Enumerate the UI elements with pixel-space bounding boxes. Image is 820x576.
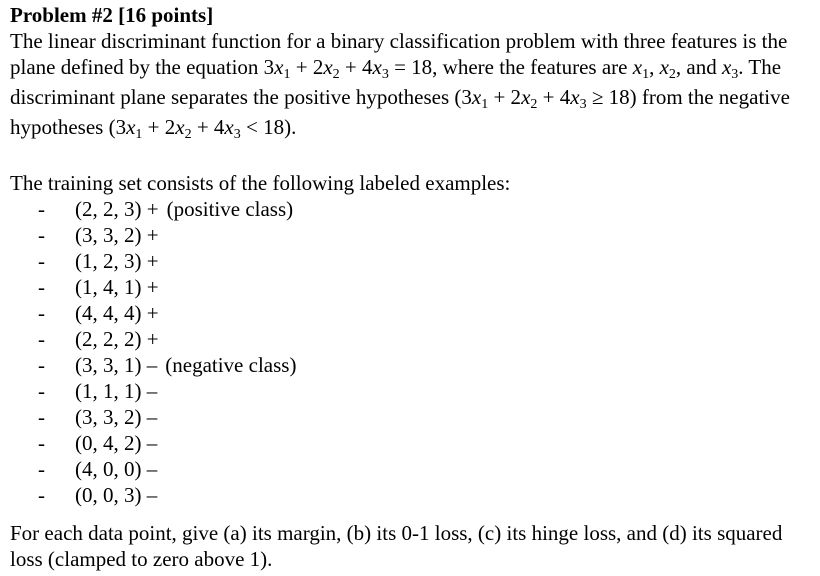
bullet-dash: -	[38, 431, 45, 455]
bullet-dash: -	[38, 249, 45, 273]
bullet-dash: -	[38, 457, 45, 481]
examples-list	[10, 196, 810, 508]
subscript: 3	[731, 67, 739, 82]
subscript: 3	[233, 127, 241, 142]
subscript: 2	[530, 97, 538, 112]
training-set-intro: The training set consists of the following labeled examples:	[10, 171, 511, 195]
class-note: (negative class)	[165, 353, 297, 377]
var-x: x	[274, 55, 284, 79]
var-x: x	[570, 85, 580, 109]
var-x: x	[224, 115, 234, 139]
example-point: (2, 2, 2) +	[75, 327, 159, 351]
subscript: 2	[332, 67, 340, 82]
subscript: 1	[481, 97, 489, 112]
var-x: x	[721, 55, 732, 79]
var-x: x	[521, 85, 531, 109]
subscript: 3	[381, 67, 389, 82]
example-point: (2, 2, 3) +	[75, 197, 159, 221]
list-item	[10, 456, 810, 482]
var-x: x	[323, 55, 333, 79]
intro-text: + 4	[191, 115, 225, 139]
intro-text: + 2	[488, 85, 522, 109]
list-item	[10, 482, 810, 508]
intro-text: ,	[649, 55, 660, 79]
subscript: 3	[579, 97, 587, 112]
problem-description	[10, 28, 810, 144]
bullet-dash: -	[38, 275, 45, 299]
list-item	[10, 352, 810, 378]
list-item	[10, 274, 810, 300]
example-point: (0, 4, 2) –	[75, 431, 158, 455]
subscript: 1	[642, 67, 650, 82]
subscript: 2	[184, 127, 192, 142]
list-item	[10, 326, 810, 352]
subscript: 2	[668, 67, 676, 82]
example-point: (1, 1, 1) –	[75, 379, 158, 403]
intro-text: = 18, where the features are	[388, 55, 633, 79]
list-item	[10, 222, 810, 248]
intro-text: + 2	[290, 55, 324, 79]
var-x: x	[372, 55, 382, 79]
intro-text: + 4	[537, 85, 571, 109]
bullet-dash: -	[38, 223, 45, 247]
bullet-dash: -	[38, 353, 45, 377]
class-note: (positive class)	[166, 197, 294, 221]
intro-text: + 2	[142, 115, 176, 139]
example-point: (3, 3, 2) –	[75, 405, 158, 429]
bullet-dash: -	[38, 379, 45, 403]
bullet-dash: -	[38, 197, 45, 221]
var-x: x	[659, 55, 669, 79]
intro-text: < 18).	[240, 115, 297, 139]
var-x: x	[471, 85, 482, 109]
list-item	[10, 378, 810, 404]
list-item	[10, 196, 810, 222]
list-item	[10, 404, 810, 430]
intro-text: + 4	[339, 55, 373, 79]
closing-instructions: For each data point, give (a) its margin, (b) its 0-1 loss, (c) its hinge loss, and (d) its squared loss (clamped to zero above 1).	[10, 521, 783, 571]
bullet-dash: -	[38, 483, 45, 507]
example-point: (3, 3, 2) +	[75, 223, 159, 247]
intro-text: . The discriminant plane separates the positive hypotheses (3	[10, 55, 782, 109]
example-point: (3, 3, 1) –	[75, 353, 158, 377]
example-point: (1, 4, 1) +	[75, 275, 159, 299]
example-point: (4, 4, 4) +	[75, 301, 159, 325]
example-point: (4, 0, 0) –	[75, 457, 158, 481]
var-x: x	[175, 115, 185, 139]
intro-text: ≥ 18) from the negative hypotheses (3	[10, 85, 790, 139]
list-item	[10, 430, 810, 456]
subscript: 1	[135, 127, 143, 142]
bullet-dash: -	[38, 327, 45, 351]
list-item	[10, 300, 810, 326]
bullet-dash: -	[38, 405, 45, 429]
blank-line	[10, 144, 810, 170]
example-point: (0, 0, 3) –	[75, 483, 158, 507]
intro-text: The linear discriminant function for a binary classification problem with three features is the plane defined by the equation 3	[10, 29, 788, 79]
problem-title: Problem #2 [16 points]	[10, 3, 214, 27]
intro-text: , and	[675, 55, 722, 79]
var-x: x	[632, 55, 643, 79]
bullet-dash: -	[38, 301, 45, 325]
subscript: 1	[283, 67, 291, 82]
list-item	[10, 248, 810, 274]
example-point: (1, 2, 3) +	[75, 249, 159, 273]
var-x: x	[126, 115, 136, 139]
